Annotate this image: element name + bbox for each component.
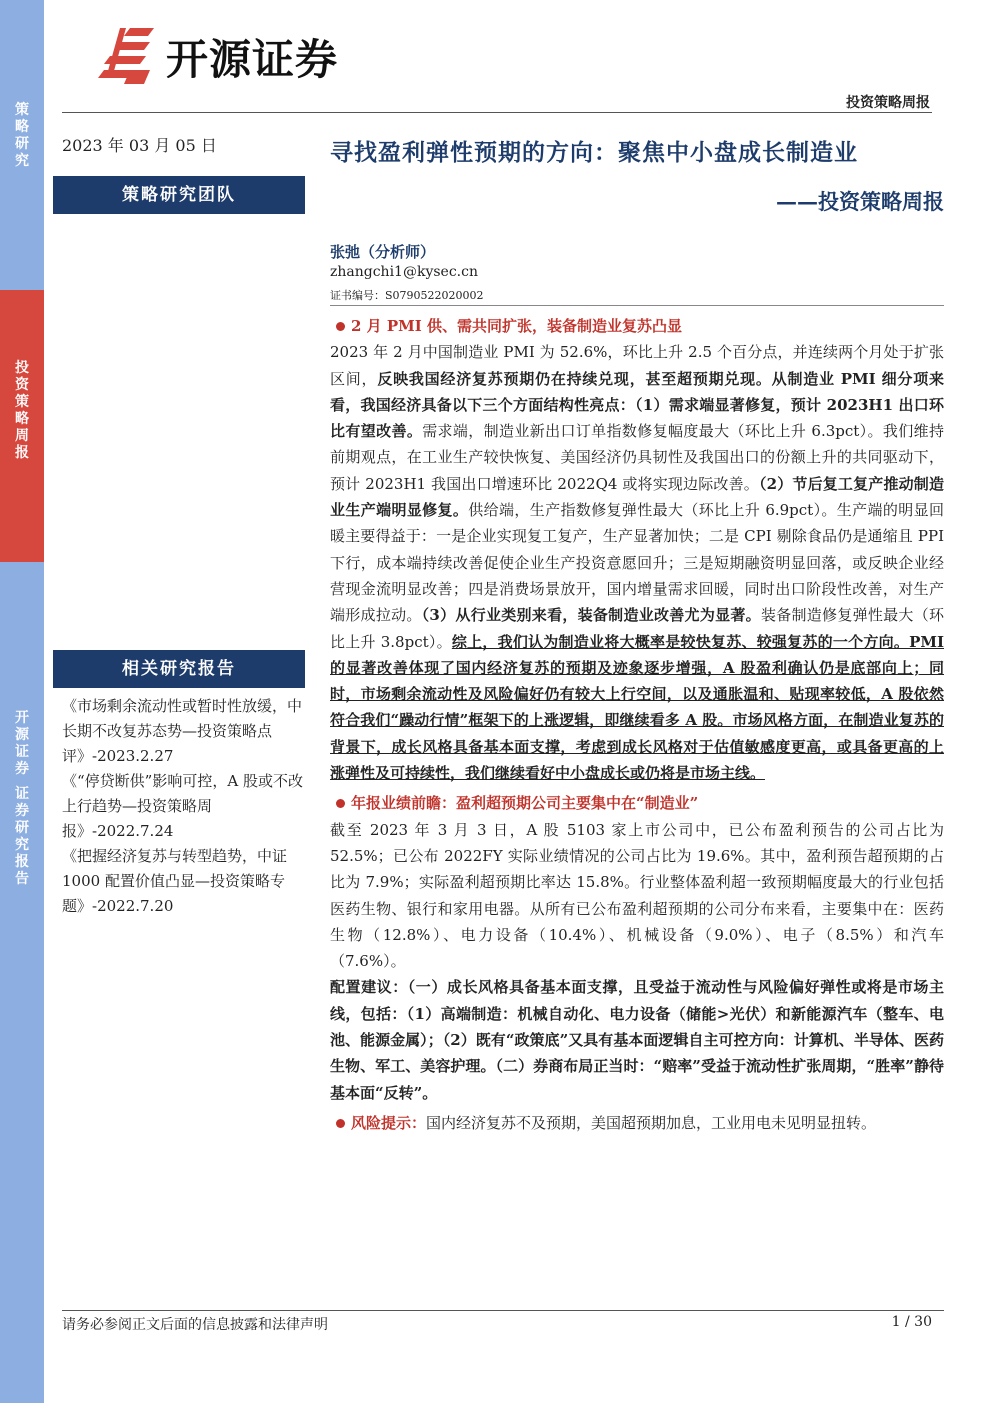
side-strip-char: 周	[15, 428, 29, 444]
side-strip-char: 证	[15, 744, 29, 760]
side-strip-char	[20, 778, 25, 786]
side-strip-char: 究	[15, 837, 29, 853]
side-strip-char: 报	[15, 854, 29, 870]
side-strip-char: 策	[15, 394, 29, 410]
brand-logo	[90, 26, 338, 88]
body-text-bold: （3）从行业类别来看，装备制造业改善尤为显著。	[421, 606, 761, 625]
page-subtitle: ——投资策略周报	[776, 189, 944, 214]
side-strip-char: 投	[15, 360, 29, 376]
allocation-advice-text: 配置建议：（一）成长风格具备基本面支撑，且受益于流动性与风险偏好弹性或将是市场主线，包括：（1）高端制造：机械自动化、电力设备（储能>光伏）和新能源汽车（整车、电池、能源金属）；（2）既有“政策底”又具有基本面逻辑自主可控方向：计算机、半导体、医药生物、军工、美容护理。（二）券商布局正当时：“赔率”受益于流动性扩张周期，“胜率”静待基本面“反转”。	[330, 978, 944, 1102]
related-reports-list	[62, 694, 314, 919]
bullet-icon	[336, 1119, 345, 1128]
side-strip-char: 开	[15, 710, 29, 726]
side-strip-char: 源	[15, 727, 29, 743]
side-strip-top	[0, 0, 44, 290]
body-text: 需求端，制造业新出口订单指数修复幅度最大（环比上升 6.3pct）。我们维持前期观点，在工业生产较快恢复、美国经济仍具韧性及我国出口的份额上升的共同驱动下，预计 2023H1 我国出口增速环比 2022Q4 或将实现边际改善。	[330, 422, 944, 493]
side-strip-bottom	[0, 562, 44, 1403]
footer-divider	[62, 1310, 944, 1311]
analyst-email[interactable]: zhangchi1@kysec.cn	[330, 264, 478, 280]
page-number: 1 / 30	[891, 1314, 932, 1330]
risk-warning	[330, 1110, 944, 1136]
related-report-item[interactable]: 《“停贷断供”影响可控，A 股或不改上行趋势—投资策略周报》-2022.7.24	[62, 772, 303, 840]
related-report-item[interactable]: 《把握经济复苏与转型趋势，中证 1000 配置价值凸显—投资策略专题》-2022.7.20	[62, 847, 288, 915]
section-heading-earnings	[330, 790, 944, 816]
side-strip-char: 研	[15, 820, 29, 836]
section-heading-text: 2 月 PMI 供、需共同扩张，装备制造业复苏凸显	[351, 317, 683, 335]
section-heading-pmi	[330, 313, 944, 339]
allocation-advice	[330, 974, 944, 1105]
section-earnings-body: 截至 2023 年 3 月 3 日，A 股 5103 家上市公司中，已公布盈利预告的公司占比为 52.5%；已公布 2022FY 实际业绩情况的公司占比为 19.6%。其中，盈利预告超预期的占比为 7.9%；实际盈利超预期比率达 15.8%。行业整体盈利超一致预期幅度最大的行业包括医药生物、银行和家用电器。从所有已公布盈利超预期的公司分布来看，主要集中在：医药生物（12.8%）、电力设备（10.4%）、机械设备（9.0%）、电子（8.5%）和汽车（7.6%）。	[330, 820, 944, 971]
kaiyuan-logo-icon	[90, 26, 162, 88]
page-title: 寻找盈利弹性预期的方向：聚焦中小盘成长制造业	[330, 139, 858, 166]
header-divider	[62, 112, 932, 113]
section-heading-text: 年报业绩前瞻：盈利超预期公司主要集中在“制造业”	[351, 794, 699, 813]
side-strip-char: 略	[15, 119, 29, 135]
report-type-label: 投资策略周报	[846, 95, 930, 111]
team-title: 策略研究团队	[53, 176, 305, 214]
conclusion-text: 综上，我们认为制造业将大概率是较快复苏、较强复苏的一个方向。PMI 的显著改善体现了国内经济复苏的预期及迹象逐步增强，A 股盈利确认仍是底部向上；同时，市场剩余流动性及风险偏好仍有较大上行空间，以及通胀温和、贴现率较低，A 股依然符合我们“躁动行情”框架下的上涨逻辑，即继续看多 A 股。市场风格方面，在制造业复苏的背景下，成长风格具备基本面支撑，考虑到成长风格对于估值敏感度更高，或具备更高的上涨弹性及可持续性，我们继续看好中小盘成长或仍将是市场主线。	[330, 632, 945, 783]
body-text: 2023 年 2 月中国制造业 PMI 为 52.6%，环比上升 2.5 个百分点，并连续两个月处于扩张区间，	[330, 343, 944, 388]
related-report-item[interactable]: 《市场剩余流动性或暂时性放缓，中长期不改复苏态势—投资策略点评》-2023.2.27	[62, 697, 303, 765]
bullet-icon	[336, 322, 345, 331]
report-date: 2023 年 03 月 05 日	[62, 136, 217, 155]
side-strip-char: 券	[15, 803, 29, 819]
risk-text: 国内经济复苏不及预期，美国超预期加息，工业用电未见明显扭转。	[426, 1113, 877, 1132]
analyst-cert: 证书编号：S0790522020002	[330, 289, 484, 302]
side-strip-char: 究	[15, 153, 29, 169]
section-pmi-body	[330, 339, 944, 786]
side-strip-char: 研	[15, 136, 29, 152]
analyst-name: 张弛（分析师）	[330, 243, 436, 261]
main-content	[330, 313, 944, 1136]
risk-label: 风险提示：	[351, 1113, 427, 1132]
side-strip	[0, 0, 44, 1403]
bullet-icon	[336, 799, 345, 808]
analyst-divider	[330, 305, 944, 306]
side-strip-char: 报	[15, 445, 29, 461]
side-strip-char: 告	[15, 871, 29, 887]
side-strip-char: 策	[15, 102, 29, 118]
brand-name: 开源证券	[166, 35, 339, 84]
body-text-bold: （2）节后复工复产推动制造业生产端明显修复。	[330, 474, 944, 520]
side-strip-middle	[0, 290, 44, 562]
body-text: 供给端，生产指数修复弹性最大（环比上升 6.9pct）。生产端的明显回暖主要得益于：一是企业实现复工复产，生产显著加快；二是 CPI 剔除食品仍是通缩且 PPI 下行，成本端持续改善促使企业生产投资意愿回升；三是短期融资明显回落，或反映企业经营现金流明显改善；四是消费场景放开，国内增量需求回暖，同时出口阶段性改善，对生产端形成拉动。	[330, 501, 944, 625]
side-strip-char: 资	[15, 377, 29, 393]
related-reports-title: 相关研究报告	[53, 650, 305, 688]
body-text-bold: 反映我国经济复苏预期仍在持续兑现，甚至超预期兑现。从制造业 PMI 细分项来看，我国经济具备以下三个方面结构性亮点：（1）需求端显著修复，预计 2023H1 出口环比有望改善。	[330, 369, 944, 441]
side-strip-char: 证	[15, 786, 29, 802]
footer-disclaimer: 请务必参阅正文后面的信息披露和法律声明	[62, 1317, 328, 1333]
side-strip-char: 略	[15, 411, 29, 427]
side-strip-char: 券	[15, 761, 29, 777]
body-text: 装备制造修复弹性最大（环比上升 3.8pct）。	[330, 606, 944, 651]
